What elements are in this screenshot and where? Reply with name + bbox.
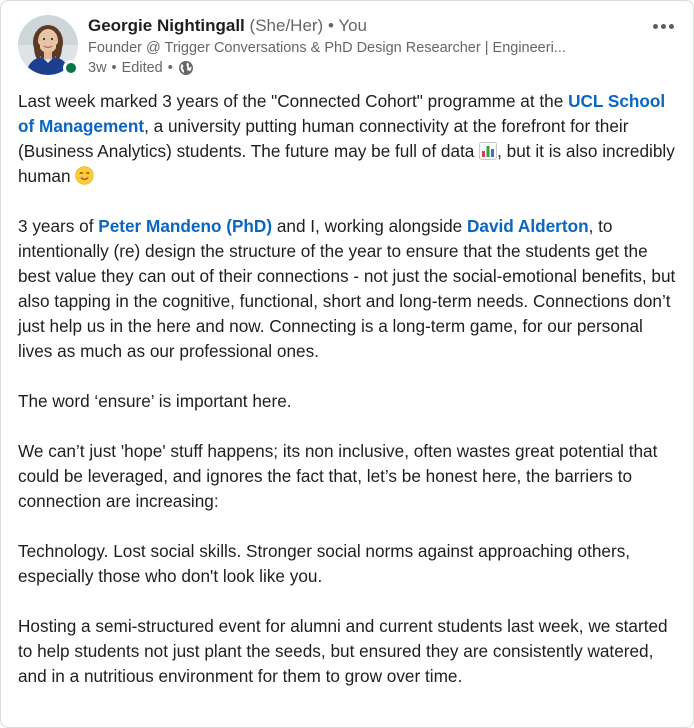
p2-text-c: , to intentionally (re) design the structure of the year to ensure that the students get the best value they can out of their connections - not just the social-emotional benefits, but also tapping in the cognitive, functional, short and long-term needs. Connections don’t just help us in the here and now. Connecting is a long-term game, for our personal lives as much as our professional ones. <box>18 216 676 361</box>
name-separator: • <box>327 16 334 35</box>
p1-text-b: , a university putting human connectivity at the forefront for their (Business Analytics) students. The future may be full of data <box>18 116 629 161</box>
author-name-line <box>88 15 639 37</box>
online-status-dot <box>63 60 79 76</box>
post-paragraph-5: Technology. Lost social skills. Stronger social norms against approaching others, especially those who don't look like you. <box>18 541 631 586</box>
globe-icon <box>178 60 194 76</box>
bar-chart-emoji-icon <box>479 142 497 160</box>
author-info <box>88 15 639 78</box>
post-paragraph-6: Hosting a semi-structured event for alumni and current students last week, we started to help students not just plant the seeds, but ensured they are consistently watered, and in a nutritious environment for them to grow over time. <box>18 616 668 686</box>
p1-text-a: Last week marked 3 years of the "Connected Cohort" programme at the <box>18 91 569 111</box>
more-horizontal-icon-dot <box>669 24 674 29</box>
author-name[interactable]: Georgie Nightingall <box>88 16 245 35</box>
post-time[interactable]: 3w <box>88 60 107 76</box>
ucl-link[interactable]: UCL School of Management <box>18 91 666 136</box>
p2-text-b: and I, working alongside <box>272 216 467 236</box>
post-paragraph-4: We can’t just 'hope' stuff happens; its non inclusive, often wastes great potential that could be leveraged, and ignores the fact that, let’s be honest here, the barriers to connection are increasing: <box>18 441 658 511</box>
david-alderton-link[interactable]: David Alderton <box>466 216 589 236</box>
post-paragraph-1 <box>18 89 678 189</box>
smiling-face-emoji-icon <box>75 166 94 185</box>
author-headline[interactable]: Founder @ Trigger Conversations & PhD Design Researcher | Engineeri... <box>88 40 566 56</box>
avatar-container[interactable] <box>18 15 78 75</box>
post-paragraph-3: The word ‘ensure’ is important here. <box>18 391 292 411</box>
more-options-button[interactable] <box>647 15 679 37</box>
p1-text-c: , but it is also incredibly human <box>18 141 675 186</box>
meta-dot-1: • <box>111 60 117 76</box>
more-horizontal-icon-dot <box>661 24 666 29</box>
p2-text-a: 3 years of <box>18 216 99 236</box>
meta-dot-2: • <box>167 60 173 76</box>
edited-label: Edited <box>121 60 163 76</box>
post-header <box>18 15 679 77</box>
more-horizontal-icon <box>653 24 658 29</box>
relation-label: You <box>338 16 368 35</box>
post-body <box>18 89 678 714</box>
author-pronouns: (She/Her) <box>249 16 324 35</box>
peter-mandeno-link[interactable]: Peter Mandeno (PhD) <box>98 216 273 236</box>
post-meta <box>88 58 639 78</box>
post-paragraph-2 <box>18 214 678 364</box>
